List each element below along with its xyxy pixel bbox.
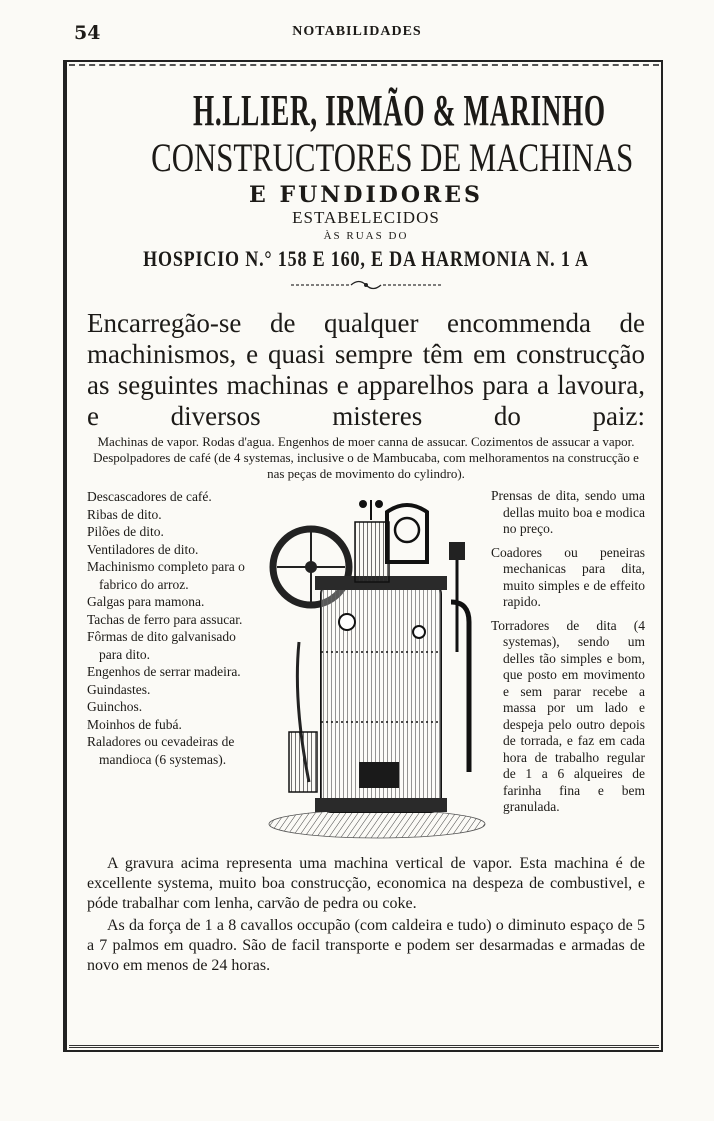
advertisement-content	[87, 86, 645, 976]
list-item: Ventiladores de dito.	[87, 541, 199, 557]
ornament-divider	[87, 276, 645, 294]
list-item: Machinismo completo para o fabrico do arroz.	[87, 559, 245, 592]
products-section	[87, 488, 645, 848]
list-item: Moinhos de fubá.	[87, 716, 182, 732]
trade-title: CONSTRUCTORES DE MACHINAS	[151, 135, 634, 180]
advertisement-frame	[63, 60, 663, 1052]
list-item: Coadores ou peneiras mechanicas para dita, muito simples e de effeito rapido.	[491, 544, 645, 609]
list-item: Prensas de dita, sendo uma dellas muito boa e modica no preço.	[491, 488, 645, 536]
firm-name: H.LLIER, IRMÃO & MARINHO	[193, 86, 606, 135]
list-item: Tachas de ferro para assucar.	[87, 611, 243, 627]
running-title: NOTABILIDADES	[292, 24, 422, 39]
list-item: Guinchos.	[87, 699, 143, 714]
description-paragraph: A gravura acima representa uma machina vertical de vapor. Esta machina é de excellente systema, muito boa construcção, economica na despeza de combustivel, e póde trabalhar com lenha, carvão de pedra ou coke.	[87, 855, 645, 912]
established-line: ESTABELECIDOS	[292, 208, 440, 227]
page-header	[0, 22, 714, 46]
list-item: Descascadores de café.	[87, 489, 212, 504]
list-item: Fôrmas de dito galvanisado para dito.	[87, 629, 236, 662]
address-line: HOSPICIO N.° 158 E 160, E DA HARMONIA N. 1 A	[143, 246, 589, 271]
intro-small-text: Machinas de vapor. Rodas d'agua. Engenhos de moer canna de assucar. Cozimentos de assucar a vapor. Despolpadores de café (de 4 systemas, inclusive o de Mambucaba, com melhoramentos na construcção e nas peças de movimento do cylindro).	[93, 434, 639, 481]
page-number: 54	[74, 22, 101, 44]
streets-prefix: ÀS RUAS DO	[323, 230, 409, 242]
list-item: Raladores ou cevadeiras de mandioca (6 systemas).	[87, 734, 235, 767]
list-item: Guindastes.	[87, 681, 151, 697]
list-item: Galgas para mamona.	[87, 594, 205, 609]
description-paragraph-2: As da força de 1 a 8 cavallos occupão (com caldeira e tudo) o diminuto espaço de 5 a 7 palmos em quadro. São de facil transporte e podem ser desarmadas e armadas de novo em menos de 24 horas.	[87, 917, 645, 974]
trade-subtitle: E FUNDIDORES	[249, 182, 483, 208]
steam-engine-engraving	[259, 492, 487, 844]
list-item: Torradores de dita (4 systemas), sendo um delles tão simples e bom, que posto em movimento e sem parar recebe a massa por um lado e despeja pelo outro depois de torrada, e faz em cada hora de trabalho regular de 1 a 6 alqueires de farinha fina e bem granulada.	[491, 617, 645, 814]
list-item: Ribas de dito.	[87, 506, 162, 522]
list-item: Pilões de dito.	[87, 524, 164, 539]
list-item: Engenhos de serrar madeira.	[87, 664, 241, 679]
right-products-list	[491, 488, 645, 823]
left-products-list	[87, 488, 255, 768]
intro-paragraph: Encarregão-se de qualquer encommenda de machinismos, e quasi sempre têm em construcção as seguintes machinas e apparelhos para a lavoura, e diversos misteres do paiz:	[87, 308, 645, 431]
